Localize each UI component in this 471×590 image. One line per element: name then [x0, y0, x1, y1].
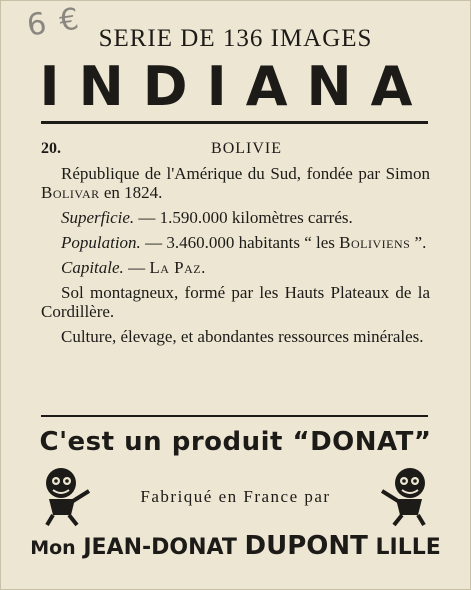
population-label: Population. [61, 233, 141, 252]
capital-name: La Paz [149, 258, 202, 277]
paragraph-area [41, 208, 430, 227]
population-value: — 3.460.000 habitants “ les [140, 233, 340, 252]
maker-prefix: Mon [30, 537, 76, 559]
entry-heading [41, 139, 430, 158]
history-end: en 1824. [99, 183, 163, 202]
population-end: ”. [410, 233, 427, 252]
area-value: — 1.590.000 kilomètres carrés. [134, 208, 353, 227]
paragraph-history [41, 164, 430, 202]
capital-label: Capitale. [61, 258, 124, 277]
paragraph-population [41, 233, 430, 252]
card-title: INDIANA [39, 55, 432, 118]
capital-dash: — [123, 258, 150, 277]
maker-line [1, 531, 470, 561]
made-in-france: Fabriqué en France par [140, 487, 331, 506]
product-slogan: C'est un produit “DONAT” [39, 427, 432, 457]
demonym: Boliviens [339, 233, 411, 252]
paragraph-terrain: Sol montagneux, formé par les Hauts Plateaux de la Cordillère. [41, 283, 430, 321]
pencil-price-annotation: 6 € [24, 1, 83, 44]
area-label: Superficie. [61, 208, 135, 227]
paragraph-economy: Culture, élevage, et abondantes ressources minérales. [61, 327, 424, 346]
top-divider [41, 121, 428, 124]
history-text: République de l'Amérique du Sud, fondée par Simon [61, 164, 430, 183]
founder-name: Bolivar [41, 183, 100, 202]
paragraph-capital [41, 258, 430, 277]
card-body [41, 139, 430, 352]
entry-number: 20. [41, 140, 61, 157]
bottom-divider [41, 415, 428, 417]
maker-surname: DUPONT [244, 531, 368, 561]
series-label: SERIE DE 136 IMAGES [98, 25, 373, 52]
capital-end: . [201, 258, 206, 277]
maker-first-name: JEAN-DONAT [75, 535, 245, 560]
maker-city: LILLE [367, 535, 441, 560]
mascot-icon [378, 463, 436, 527]
entry-country: BOLIVIE [211, 140, 282, 157]
